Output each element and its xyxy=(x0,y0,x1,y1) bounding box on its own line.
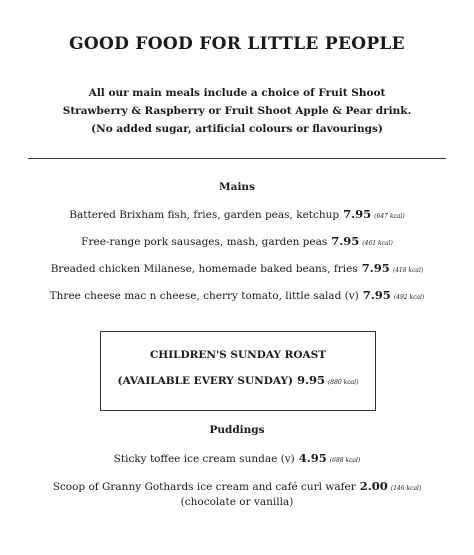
puddings-heading: Puddings xyxy=(209,424,265,436)
roast-subtitle: (AVAILABLE EVERY SUNDAY) xyxy=(117,375,293,387)
roast-details xyxy=(101,373,375,387)
menu-item xyxy=(0,451,474,465)
item-name: Sticky toffee ice cream sundae (v) xyxy=(113,453,295,465)
intro-line: (No added sugar, artificial colours or flavourings) xyxy=(91,123,383,135)
page-title: GOOD FOOD FOR LITTLE PEOPLE xyxy=(69,34,405,54)
item-price: 7.95 xyxy=(362,288,391,302)
roast-kcal: (880 kcal) xyxy=(327,379,359,386)
roast-title: CHILDREN'S SUNDAY ROAST xyxy=(149,349,327,361)
intro-line: All our main meals include a choice of Fruit Shoot xyxy=(88,87,386,99)
menu-item xyxy=(0,261,474,275)
item-price: 4.95 xyxy=(298,451,327,465)
menu-item xyxy=(0,479,474,493)
divider xyxy=(28,158,446,159)
menu-item xyxy=(0,234,474,248)
item-name: Free-range pork sausages, mash, garden peas xyxy=(81,236,328,248)
sunday-roast-box xyxy=(100,331,376,411)
menu-item xyxy=(0,288,474,302)
item-kcal: (461 kcal) xyxy=(362,240,393,247)
item-name: Scoop of Granny Gothards ice cream and café curl wafer xyxy=(52,481,356,493)
menu-item xyxy=(0,207,474,221)
item-price: 7.95 xyxy=(361,261,390,275)
item-kcal: (418 kcal) xyxy=(392,267,424,274)
item-kcal: (647 kcal) xyxy=(374,213,405,220)
item-name: Breaded chicken Milanese, homemade baked beans, fries xyxy=(50,263,358,275)
item-price: 7.95 xyxy=(343,207,372,221)
item-price: 7.95 xyxy=(331,234,360,248)
item-kcal: (492 kcal) xyxy=(393,294,425,301)
item-kcal: (146 kcal) xyxy=(390,485,422,492)
roast-price: 9.95 xyxy=(296,373,325,387)
item-kcal: (688 kcal) xyxy=(329,457,361,464)
item-name: Battered Brixham fish, fries, garden peas, ketchup xyxy=(69,209,340,221)
item-note: (chocolate or vanilla) xyxy=(180,496,294,508)
mains-heading: Mains xyxy=(219,181,255,193)
intro-text xyxy=(0,84,474,138)
intro-line: Strawberry & Raspberry or Fruit Shoot Apple & Pear drink. xyxy=(62,105,412,117)
item-name: Three cheese mac n cheese, cherry tomato, little salad (v) xyxy=(49,290,359,302)
item-price: 2.00 xyxy=(359,479,388,493)
